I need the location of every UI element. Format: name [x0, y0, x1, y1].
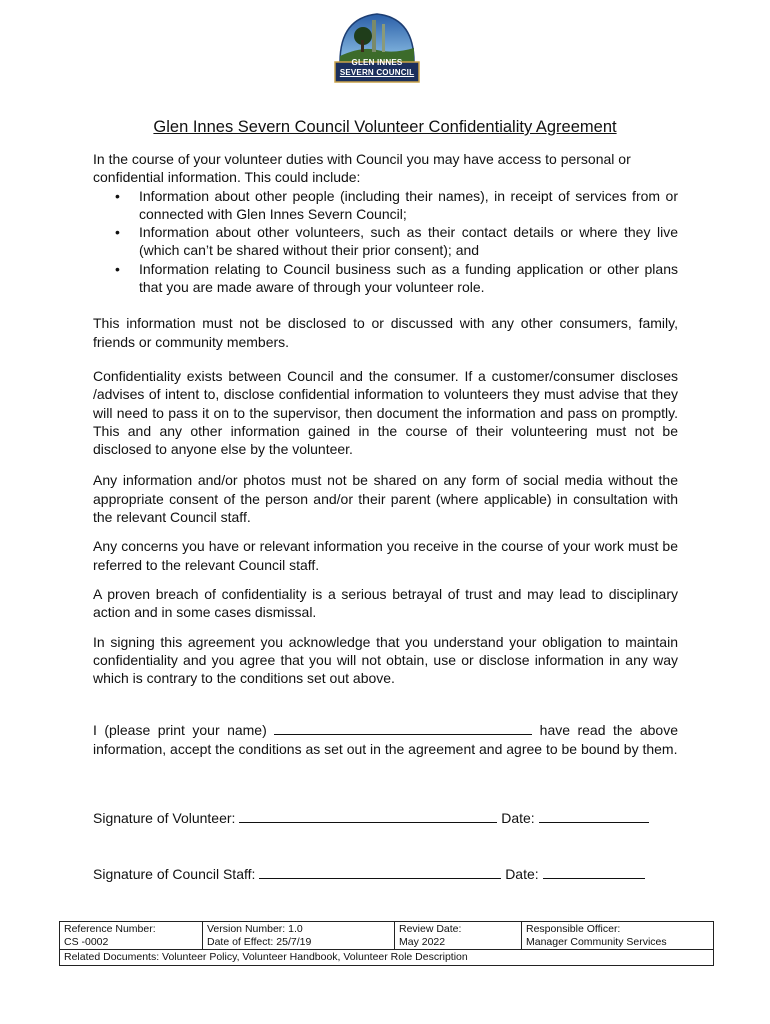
list-item: • Information relating to Council business such as a funding application or other plans that you are made aware of through your volunteer role. [139, 260, 678, 297]
review-value: May 2022 [399, 935, 446, 948]
reference-cell [60, 922, 203, 950]
reference-value: CS -0002 [64, 935, 109, 948]
review-cell [395, 922, 522, 950]
officer-label: Responsible Officer: [526, 923, 621, 935]
staff-signature-label: Signature of Council Staff: [93, 866, 256, 882]
related-documents-cell: Related Documents: Volunteer Policy, Volunteer Handbook, Volunteer Role Description [60, 950, 714, 966]
logo-line-1: GLEN INNES [351, 58, 403, 67]
agreement-body [93, 150, 678, 758]
volunteer-signature-field[interactable] [239, 810, 497, 823]
social-media-paragraph: Any information and/or photos must not be shared on any form of social media without the appropriate consent of the person and/or their parent (where applicable) in consultation with the relevant Council staff. [93, 472, 678, 526]
officer-value: Manager Community Services [526, 935, 667, 948]
volunteer-date-field[interactable] [539, 810, 649, 823]
officer-cell [522, 922, 714, 950]
staff-date-label: Date: [505, 866, 539, 882]
declaration-before: I (please print your name) [93, 722, 267, 739]
council-logo [332, 10, 422, 84]
breach-paragraph: A proven breach of confidentiality is a serious betrayal of trust and may lead to disciplinary action and in some cases dismissal. [93, 585, 678, 621]
declaration-after: have read the above information, accept the conditions as set out in the agreement and agree to be bound by them. [93, 722, 679, 757]
logo-text [335, 58, 419, 82]
version-cell [203, 922, 395, 950]
declaration-paragraph [93, 721, 678, 758]
intro-paragraph: In the course of your volunteer duties with Council you may have access to personal or confidential information. This could include: [93, 151, 631, 186]
confidentiality-paragraph: Confidentiality exists between Council and the consumer. If a customer/consumer discloses /advises of intent to, disclose confidential information to volunteers they must advise that they will need to pass it on to the supervisor, then document the information and pass on promptly. This and any other information gained in the course of their volunteering must not be disclosed to anyone else by the volunteer. [93, 367, 678, 458]
print-name-field[interactable] [274, 722, 532, 735]
version-label: Version Number: 1.0 [207, 923, 303, 935]
information-list [93, 187, 678, 297]
acknowledgement-paragraph: In signing this agreement you acknowledge that you understand your obligation to maintain confidentiality and you agree that you will not obtain, use or disclose information in any way which is contrary to the conditions set out above. [93, 633, 678, 687]
review-label: Review Date: [399, 923, 462, 935]
volunteer-date-label: Date: [501, 810, 535, 826]
reference-label: Reference Number: [64, 923, 156, 935]
effect-date: Date of Effect: 25/7/19 [207, 935, 312, 948]
volunteer-signature-row [93, 810, 649, 826]
concerns-paragraph: Any concerns you have or relevant information you receive in the course of your work must be referred to the relevant Council staff. [93, 538, 678, 573]
document-title: Glen Innes Severn Council Volunteer Confidentiality Agreement [153, 118, 617, 136]
list-item: • Information about other volunteers, such as their contact details or where they live (which can’t be shared without their prior consent); and [139, 223, 678, 260]
volunteer-signature-label: Signature of Volunteer: [93, 810, 236, 826]
staff-signature-field[interactable] [259, 866, 501, 879]
logo-line-2: SEVERN COUNCIL [339, 68, 415, 77]
list-item: • Information about other people (including their names), in receipt of services from or connected with Glen Innes Severn Council; [139, 187, 678, 224]
staff-signature-row [93, 866, 645, 882]
staff-date-field[interactable] [543, 866, 645, 879]
disclosure-paragraph: This information must not be disclosed to or discussed with any other consumers, family, friends or community members. [93, 315, 678, 350]
document-control-table [59, 921, 714, 966]
